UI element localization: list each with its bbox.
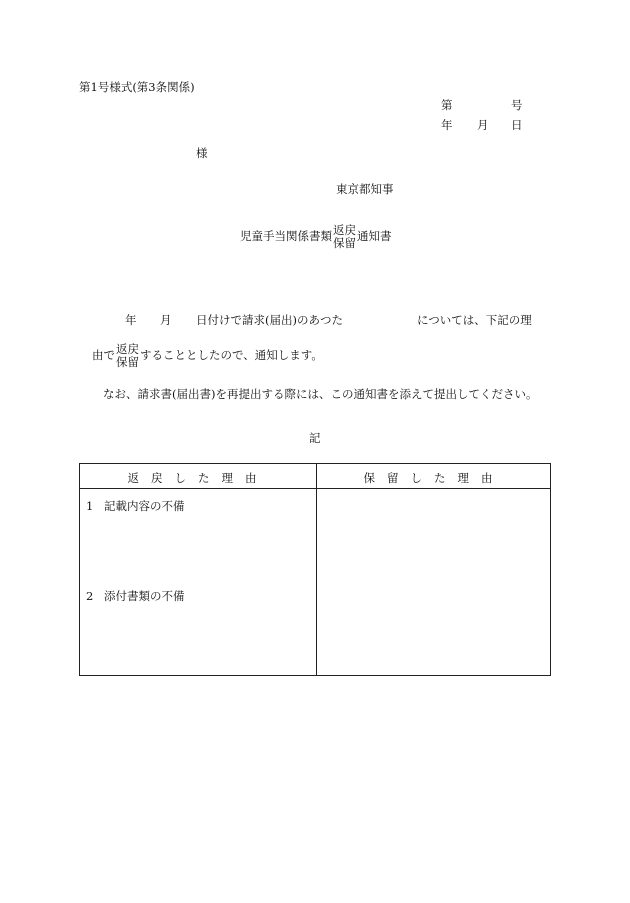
item-text: 記載内容の不備 — [104, 499, 185, 513]
document-number-prefix: 第 — [441, 98, 453, 112]
sender-name: 東京都知事 — [336, 182, 394, 196]
body-line2-text: することとしたので、通知します。 — [140, 348, 323, 363]
date-month: 月 — [477, 118, 489, 132]
header-hold-reason: 保留した理由 — [363, 471, 505, 485]
body-line1-text: 日付けで請求(届出)のあつた — [196, 313, 343, 327]
title-option-return: 返戻 — [333, 223, 356, 237]
reasons-table — [79, 463, 551, 676]
body-option-return: 返戻 — [116, 342, 139, 356]
item-number: 1 — [86, 499, 94, 513]
body-option-hold: 保留 — [116, 355, 139, 370]
body-line2-options — [116, 343, 139, 369]
list-item — [86, 588, 185, 604]
title-suffix: 通知書 — [357, 229, 392, 244]
body-month: 月 — [160, 313, 172, 327]
table-column-divider — [316, 464, 317, 675]
title-options — [333, 224, 356, 250]
body-year: 年 — [125, 313, 137, 327]
body-line2-lead: 由で — [92, 348, 115, 363]
document-number-suffix: 号 — [511, 98, 523, 112]
list-item — [86, 498, 185, 514]
table-header-divider — [80, 488, 550, 489]
form-number-label: 第1号様式(第3条関係) — [79, 80, 195, 94]
item-number: 2 — [86, 589, 94, 603]
body-line1-tail: については、下記の理 — [417, 313, 532, 327]
title-option-hold: 保留 — [333, 236, 356, 251]
date-year: 年 — [441, 118, 453, 132]
title-prefix: 児童手当関係書類 — [240, 229, 332, 244]
resubmission-note: なお、請求書(届出書)を再提出する際には、この通知書を添えて提出してください。 — [103, 387, 538, 401]
addressee-suffix: 様 — [196, 146, 208, 160]
item-text: 添付書類の不備 — [104, 589, 185, 603]
date-day: 日 — [511, 118, 523, 132]
ki-heading: 記 — [309, 431, 321, 445]
document-title — [240, 224, 392, 250]
header-return-reason: 返戻した理由 — [127, 471, 269, 485]
body-line2 — [92, 343, 323, 369]
